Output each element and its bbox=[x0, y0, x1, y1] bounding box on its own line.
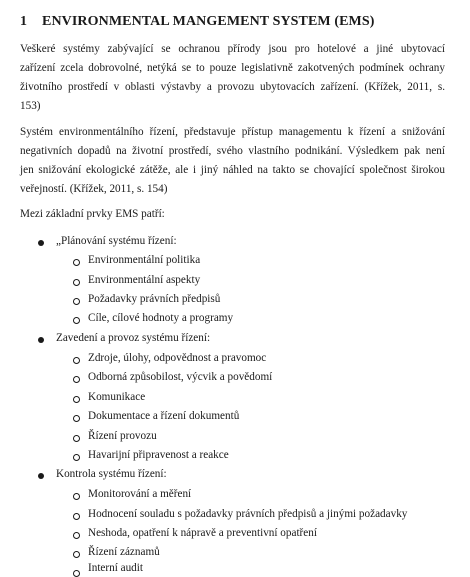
circle-bullet-icon bbox=[73, 493, 80, 500]
list-item: Environmentální aspekty bbox=[88, 274, 201, 286]
paragraph-line: životního prostředí v oblasti výstavby a provozu ubytovacích zařízení. (Křížek, 2011, s. bbox=[20, 81, 445, 93]
section-heading bbox=[20, 14, 375, 30]
list-item: Environmentální politika bbox=[88, 254, 201, 266]
circle-bullet-icon bbox=[73, 279, 80, 286]
heading-number: 1 bbox=[20, 14, 28, 29]
list-item: Zdroje, úlohy, odpovědnost a pravomoc bbox=[88, 352, 267, 364]
circle-bullet-icon bbox=[73, 454, 80, 461]
paragraph-line: Veškeré systémy zabývající se ochranou přírody jsou pro hotelové a jiné ubytovací bbox=[20, 43, 445, 55]
section-label: „Plánování systému řízení: bbox=[56, 235, 177, 247]
bullet-icon bbox=[38, 473, 44, 479]
list-item: Řízení záznamů bbox=[88, 546, 160, 558]
circle-bullet-icon bbox=[73, 415, 80, 422]
list-item: Havarijní připravenost a reakce bbox=[88, 449, 229, 461]
circle-bullet-icon bbox=[73, 357, 80, 364]
list-item: Monitorování a měření bbox=[88, 488, 192, 500]
list-item: Požadavky právních předpisů bbox=[88, 293, 221, 305]
list-item: Cíle, cílové hodnoty a programy bbox=[88, 312, 234, 324]
bullet-icon bbox=[38, 240, 44, 246]
circle-bullet-icon bbox=[73, 532, 80, 539]
circle-bullet-icon bbox=[73, 551, 80, 558]
list-item: Komunikace bbox=[88, 391, 146, 403]
list-item: Dokumentace a řízení dokumentů bbox=[88, 410, 240, 422]
circle-bullet-icon bbox=[73, 376, 80, 383]
paragraph-line: zařízení zcela dobrovolné, netýká se to pouze legislativně zakotvených podmínek ochrany bbox=[20, 62, 445, 74]
paragraph-line: veřejností. (Křížek, 2011, s. 154) bbox=[20, 183, 168, 195]
list-item: Odborná způsobilost, výcvik a povědomí bbox=[88, 371, 273, 383]
section-label: Kontrola systému řízení: bbox=[56, 468, 167, 480]
paragraph-line: Systém environmentálního řízení, představuje přístup managementu k řízení a snižování bbox=[20, 126, 445, 138]
paragraph-line: negativních dopadů na životní prostředí, svého vlastního podnikání. Výsledkem pak není bbox=[20, 145, 445, 157]
paragraph-2 bbox=[20, 123, 445, 199]
list-item: Řízení provozu bbox=[88, 430, 157, 442]
circle-bullet-icon bbox=[73, 298, 80, 305]
paragraph-1 bbox=[20, 40, 445, 116]
paragraph-line: 153) bbox=[20, 100, 41, 112]
circle-bullet-icon bbox=[73, 317, 80, 324]
circle-bullet-icon bbox=[73, 435, 80, 442]
bullet-icon bbox=[38, 337, 44, 343]
section-label: Zavedení a provoz systému řízení: bbox=[56, 332, 211, 344]
heading-title: ENVIRONMENTAL MANGEMENT SYSTEM (EMS) bbox=[42, 14, 375, 29]
circle-bullet-icon bbox=[73, 259, 80, 266]
paragraph-line: jen snižování ekologické zátěže, ale i jiný náhled na takto se chovající společnost širokou bbox=[20, 164, 445, 176]
circle-bullet-icon bbox=[73, 396, 80, 403]
list-item: Hodnocení souladu s požadavky právních předpisů a jinými požadavky bbox=[88, 508, 408, 520]
list-item: Interní audit bbox=[88, 562, 143, 574]
list-item: Neshoda, opatření k nápravě a preventivní opatření bbox=[88, 527, 317, 539]
circle-bullet-icon bbox=[73, 513, 80, 520]
list-intro: Mezi základní prvky EMS patří: bbox=[20, 208, 165, 220]
